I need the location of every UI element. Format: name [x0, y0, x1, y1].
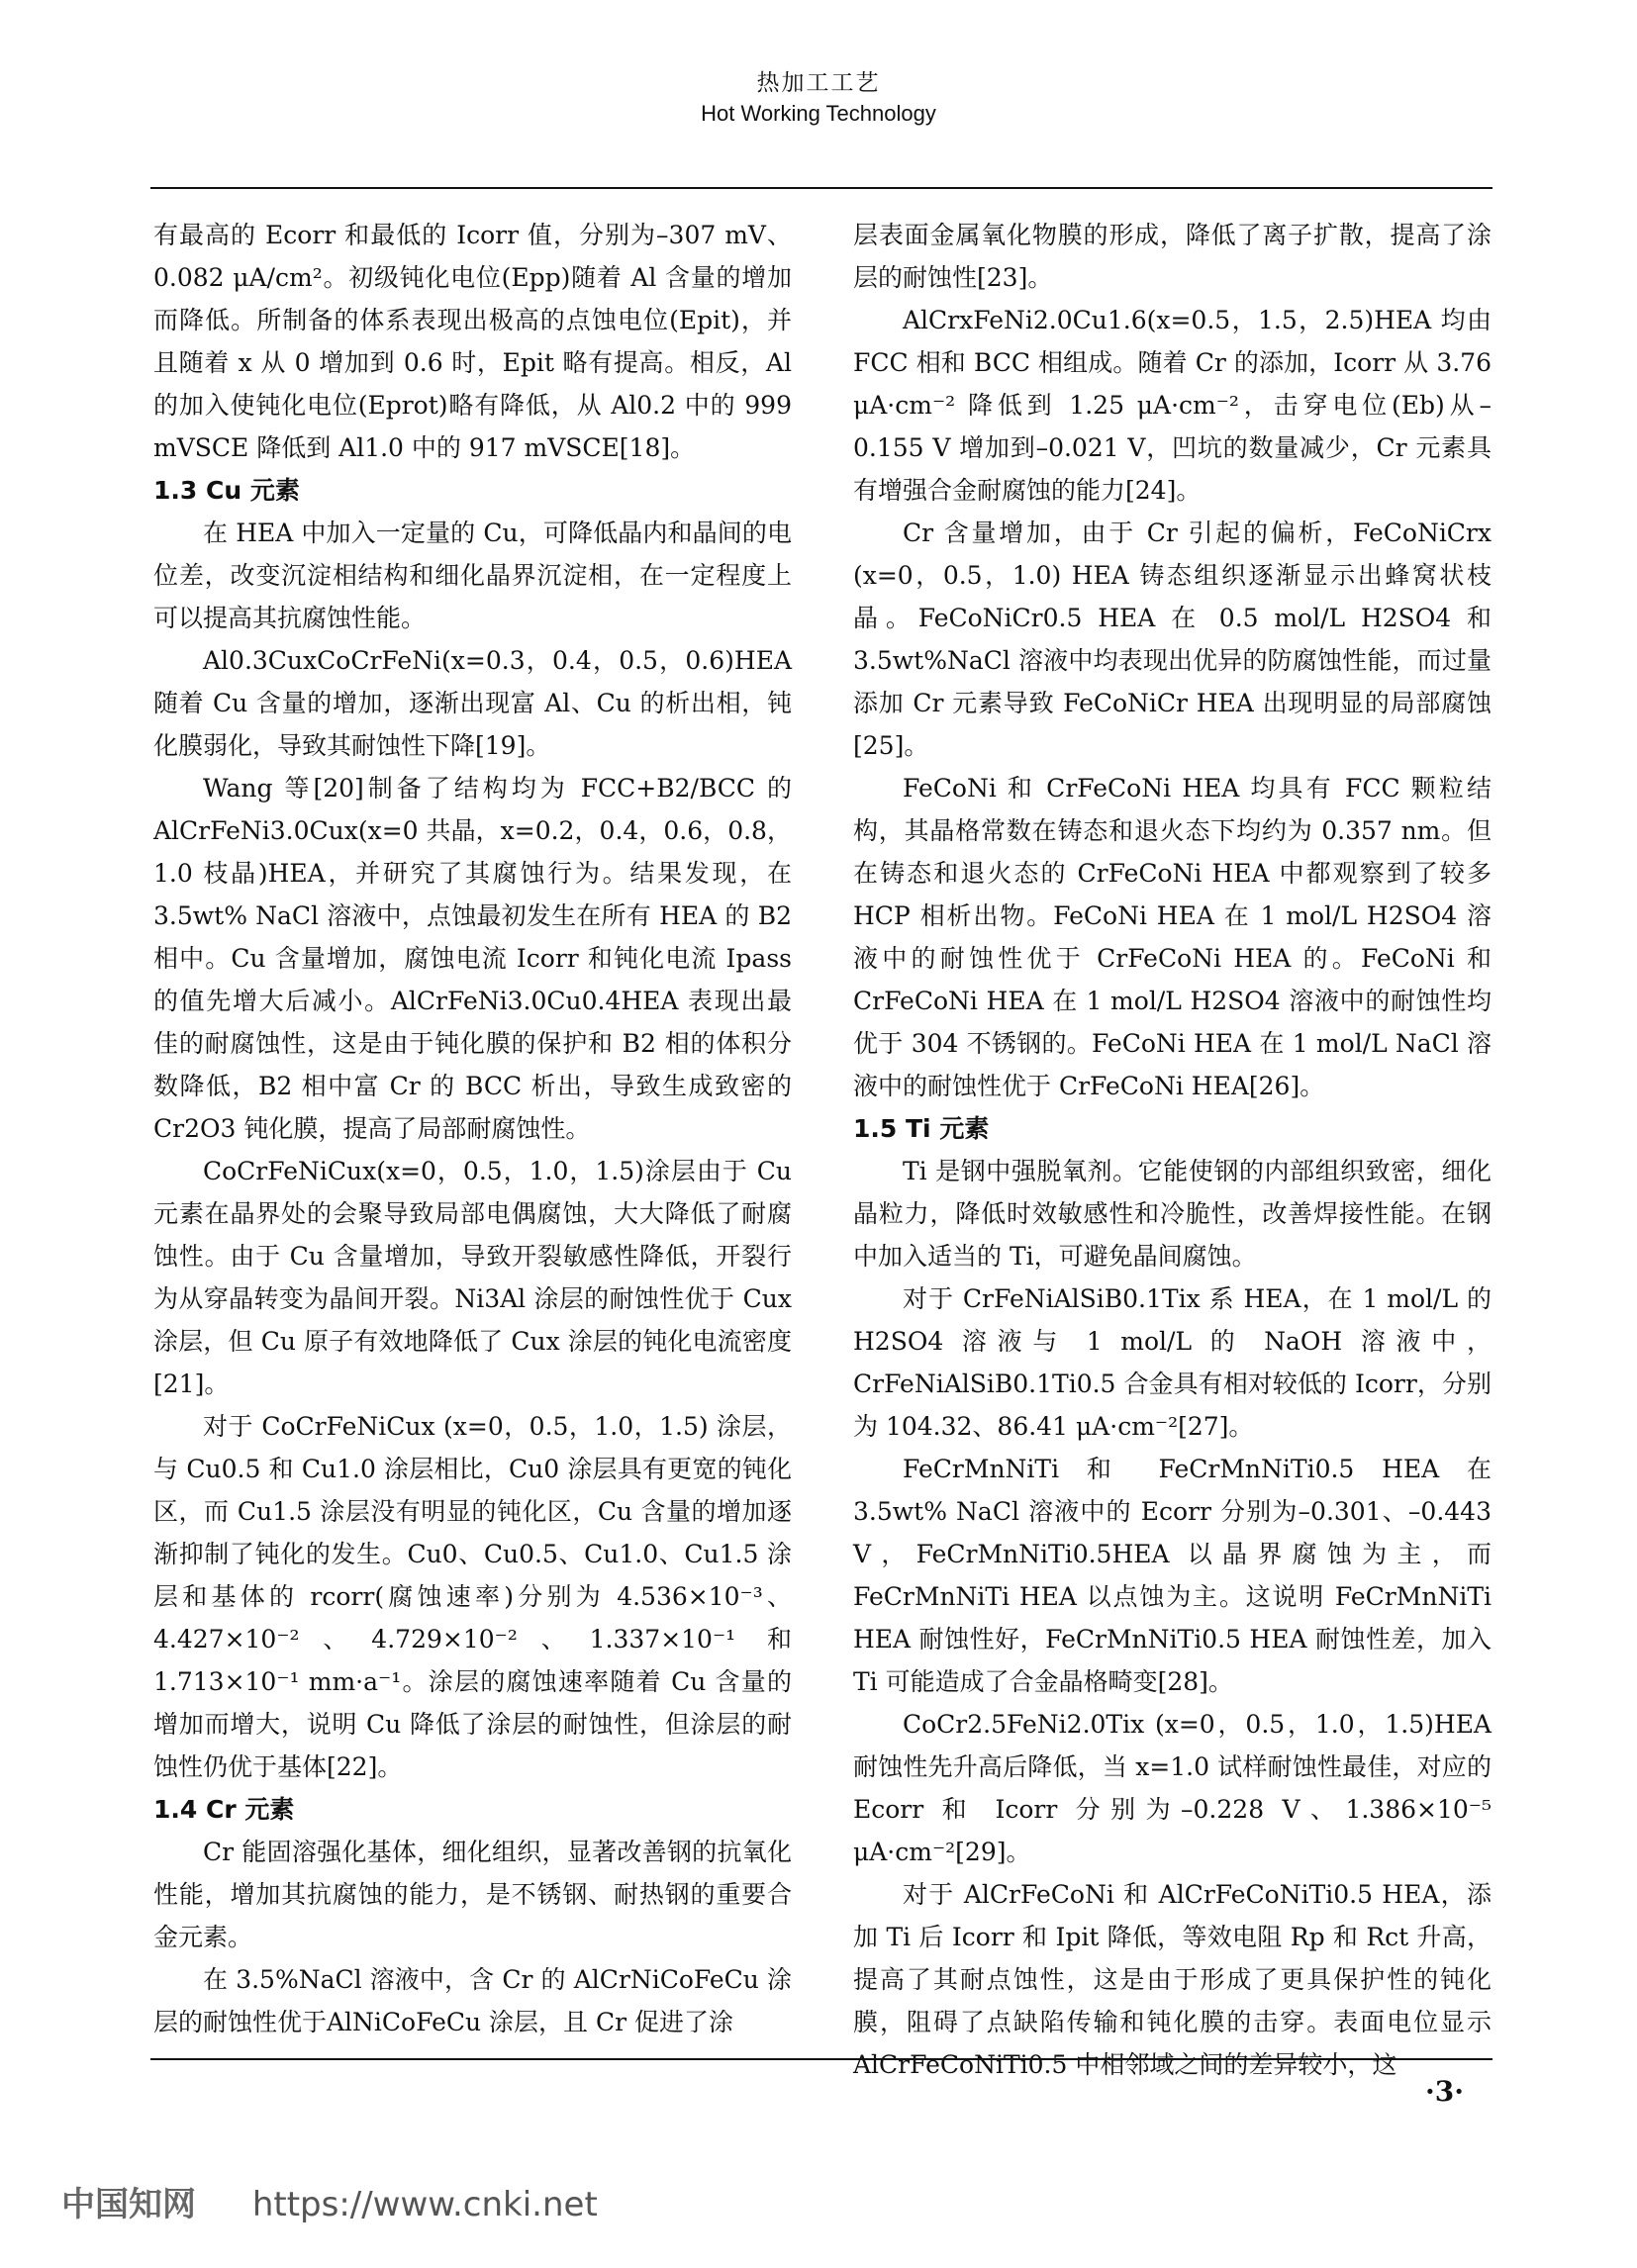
paragraph: FeCoNi 和 CrFeCoNi HEA 均具有 FCC 颗粒结构，其晶格常数在铸态和退火态下均约为 0.357 nm。但在铸态和退火态的 CrFeCoNi HEA 中都观察到了较多 HCP 相析出物。FeCoNi HEA 在 1 mol/L H2SO4 溶液中的耐蚀性优于 CrFeCoNi HEA 的。FeCoNi 和 CrFeCoNi HEA 在 1 mol/L H2SO4 溶液中的耐蚀性均优于 304 不锈钢的。FeCoNi HEA 在 1 mol/L NaCl 溶液中的耐蚀性优于 CrFeCoNi HEA[26]。 — [853, 774, 1492, 1100]
paragraph: AlCrxFeNi2.0Cu1.6(x=0.5，1.5，2.5)HEA 均由 FCC 相和 BCC 相组成。随着 Cr 的添加，Icorr 从 3.76 μA·cm⁻² 降低到 1.25 μA·cm⁻²，击穿电位(Eb)从–0.155 V 增加到–0.021 V，凹坑的数量减少，Cr 元素具有增强合金耐腐蚀的能力[24]。 — [853, 306, 1492, 505]
paragraph: 对于 CoCrFeNiCux (x=0，0.5，1.0，1.5) 涂层，与 Cu0.5 和 Cu1.0 涂层相比，Cu0 涂层具有更宽的钝化区，而 Cu1.5 涂层没有明显的钝化区，Cu 含量的增加逐渐抑制了钝化的发生。Cu0、Cu0.5、Cu1.0、Cu1.5 涂层和基体的 rcorr(腐蚀速率)分别为 4.536×10⁻³、4.427×10⁻²、4.729×10⁻²、1.337×10⁻¹ 和 1.713×10⁻¹ mm·a⁻¹。涂层的腐蚀速率随着 Cu 含量的增加而增大，说明 Cu 降低了涂层的耐蚀性，但涂层的耐蚀性仍优于基体[22]。 — [153, 1412, 792, 1781]
cnki-url[interactable]: https://www.cnki.net — [251, 2185, 598, 2224]
left-column — [153, 214, 792, 2043]
section-heading: 1.3 Cu 元素 — [153, 476, 300, 505]
right-column — [853, 214, 1492, 2086]
cnki-watermark — [61, 2177, 598, 2225]
header-rule — [150, 187, 1493, 189]
paragraph: Al0.3CuxCoCrFeNi(x=0.3，0.4，0.5，0.6)HEA 随着 Cu 含量的增加，逐渐出现富 Al、Cu 的析出相，钝化膜弱化，导致其耐蚀性下降[19]。 — [153, 646, 792, 760]
paragraph: Wang 等[20]制备了结构均为 FCC+B2/BCC 的 AlCrFeNi3.0Cux(x=0 共晶，x=0.2，0.4，0.6，0.8，1.0 枝晶)HEA，并研究了其腐蚀行为。结果发现，在 3.5wt% NaCl 溶液中，点蚀最初发生在所有 HEA 的 B2 相中。Cu 含量增加，腐蚀电流 Icorr 和钝化电流 Ipass 的值先增大后减小。AlCrFeNi3.0Cu0.4HEA 表现出最佳的耐腐蚀性，这是由于钝化膜的保护和 B2 相的体积分数降低，B2 相中富 Cr 的 BCC 析出，导致生成致密的 Cr2O3 钝化膜，提高了局部耐腐蚀性。 — [153, 774, 792, 1143]
journal-title-cn: 热加工工艺 — [756, 70, 881, 96]
paragraph: CoCr2.5FeNi2.0Tix (x=0，0.5，1.0，1.5)HEA 耐蚀性先升高后降低，当 x=1.0 试样耐蚀性最佳，对应的 Ecorr 和 Icorr 分别为–0.228 V、1.386×10⁻⁵ μA·cm⁻²[29]。 — [853, 1710, 1492, 1866]
paragraph: 对于 AlCrFeCoNi 和 AlCrFeCoNiTi0.5 HEA，添加 Ti 后 Icorr 和 Ipit 降低，等效电阻 Rp 和 Rct 升高，提高了其耐点蚀性，这是由于形成了更具保护性的钝化膜，阻碍了点缺陷传输和钝化膜的击穿。表面电位显示 AlCrFeCoNiTi0.5 中相邻域之间的差异较小，这 — [853, 1880, 1492, 2079]
section-heading: 1.4 Cr 元素 — [153, 1795, 295, 1824]
paragraph: Ti 是钢中强脱氧剂。它能使钢的内部组织致密，细化晶粒力，降低时效敏感性和冷脆性，改善焊接性能。在钢中加入适当的 Ti，可避免晶间腐蚀。 — [853, 1157, 1492, 1271]
paragraph: CoCrFeNiCux(x=0，0.5，1.0，1.5)涂层由于 Cu 元素在晶界处的会聚导致局部电偶腐蚀，大大降低了耐腐蚀性。由于 Cu 含量增加，导致开裂敏感性降低，开裂行为从穿晶转变为晶间开裂。Ni3Al 涂层的耐蚀性优于 Cux 涂层，但 Cu 原子有效地降低了 Cux 涂层的钝化电流密度[21]。 — [153, 1157, 792, 1398]
footer-rule — [150, 2058, 1493, 2060]
paragraph: Cr 含量增加，由于 Cr 引起的偏析，FeCoNiCrx (x=0，0.5，1.0) HEA 铸态组织逐渐显示出蜂窝状枝晶。FeCoNiCr0.5 HEA 在 0.5 mol/L H2SO4 和 3.5wt%NaCl 溶液中均表现出优异的防腐蚀性能，而过量添加 Cr 元素导致 FeCoNiCr HEA 出现明显的局部腐蚀[25]。 — [853, 519, 1492, 760]
journal-title-en: Hot Working Technology — [701, 101, 936, 126]
paragraph: 对于 CrFeNiAlSiB0.1Tix 系 HEA，在 1 mol/L 的 H2SO4 溶液与 1 mol/L 的 NaOH 溶液中，CrFeNiAlSiB0.1Ti0.5 合金具有相对较低的 Icorr，分别为 104.32、86.41 μA·cm⁻²[27]。 — [853, 1284, 1492, 1441]
paragraph: Cr 能固溶强化基体，细化组织，显著改善钢的抗氧化性能，增加其抗腐蚀的能力，是不锈钢、耐热钢的重要合金元素。 — [153, 1838, 792, 1951]
cnki-logo: 中国知网 — [61, 2185, 196, 2224]
paragraph: 层表面金属氧化物膜的形成，降低了离子扩散，提高了涂层的耐蚀性[23]。 — [853, 221, 1492, 292]
paragraph: FeCrMnNiTi 和 FeCrMnNiTi0.5 HEA 在 3.5wt% NaCl 溶液中的 Ecorr 分别为–0.301、–0.443 V，FeCrMnNiTi0.5HEA 以晶界腐蚀为主，而 FeCrMnNiTi HEA 以点蚀为主。这说明 FeCrMnNiTi HEA 耐蚀性好，FeCrMnNiTi0.5 HEA 耐蚀性差，加入 Ti 可能造成了合金晶格畸变[28]。 — [853, 1455, 1492, 1696]
page-number: ·3· — [1425, 2075, 1464, 2108]
running-header — [0, 67, 1637, 129]
paragraph: 在 3.5%NaCl 溶液中，含 Cr 的 AlCrNiCoFeCu 涂层的耐蚀性优于AlNiCoFeCu 涂层，且 Cr 促进了涂 — [153, 1965, 792, 2036]
paragraph: 有最高的 Ecorr 和最低的 Icorr 值，分别为–307 mV、0.082 μA/cm²。初级钝化电位(Epp)随着 Al 含量的增加而降低。所制备的体系表现出极高的点蚀电位(Epit)，并且随着 x 从 0 增加到 0.6 时，Epit 略有提高。相反，Al 的加入使钝化电位(Eprot)略有降低，从 Al0.2 中的 999 mVSCE 降低到 Al1.0 中的 917 mVSCE[18]。 — [153, 221, 792, 462]
paragraph: 在 HEA 中加入一定量的 Cu，可降低晶内和晶间的电位差，改变沉淀相结构和细化晶界沉淀相，在一定程度上可以提高其抗腐蚀性能。 — [153, 519, 792, 632]
section-heading: 1.5 Ti 元素 — [853, 1114, 990, 1143]
